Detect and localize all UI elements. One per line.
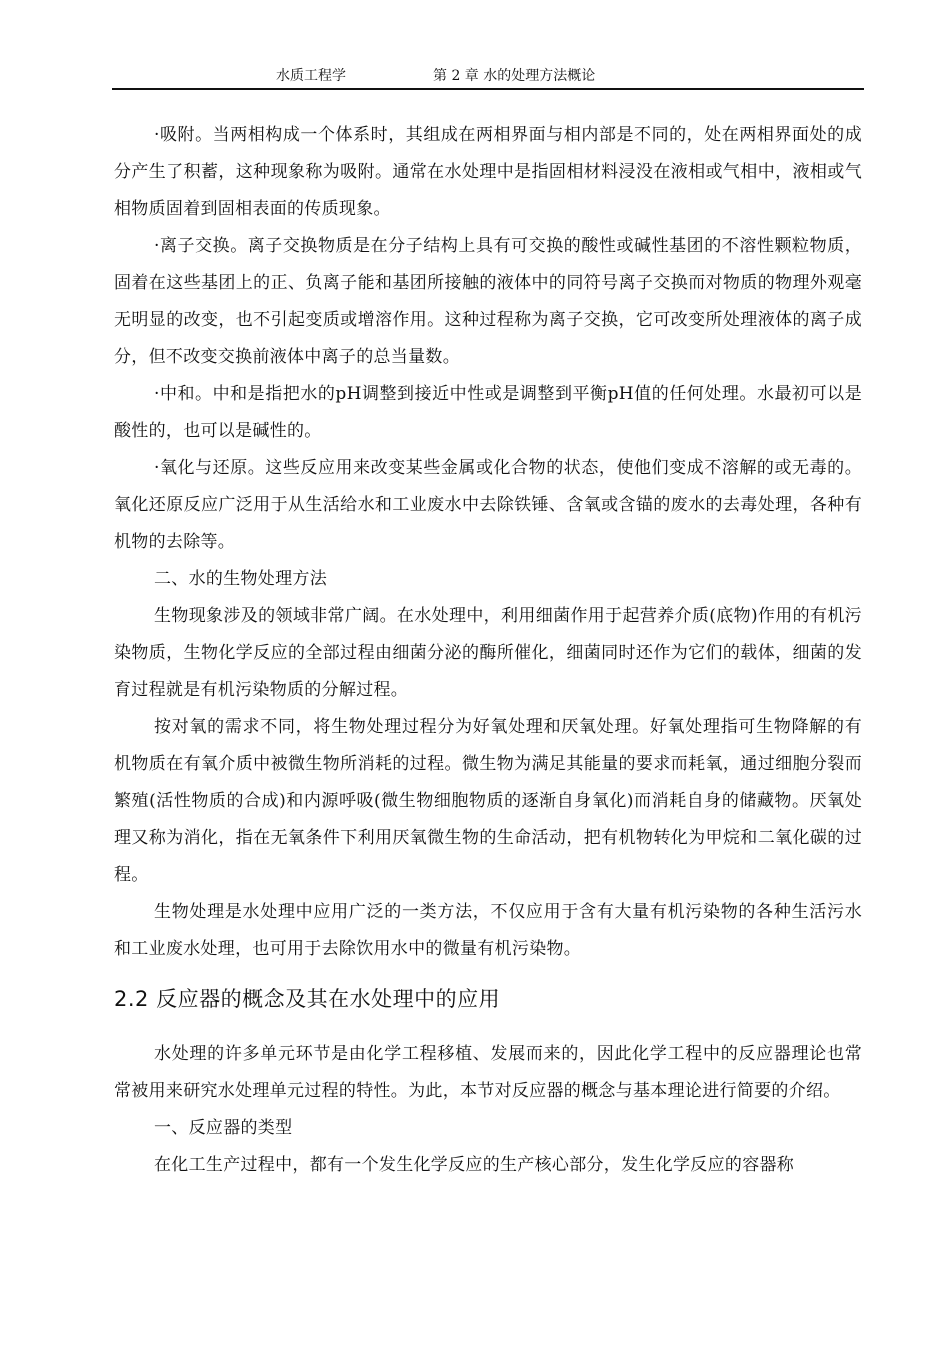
paragraph-biological-1: 生物现象涉及的领域非常广阔。在水处理中，利用细菌作用于起营养介质(底物)作用的有机污染物质，生物化学反应的全部过程由细菌分泌的酶所催化，细菌同时还作为它们的载体，细菌的发育过程就是有机污染物质的分解过程。	[114, 606, 862, 700]
paragraph-biological-2: 按对氧的需求不同，将生物处理过程分为好氧处理和厌氧处理。好氧处理指可生物降解的有机物质在有氧介质中被微生物所消耗的过程。微生物为满足其能量的要求而耗氧，通过细胞分裂而繁殖(活性物质的合成)和内源呼吸(微生物细胞物质的逐渐自身氧化)而消耗自身的储藏物。厌氧处理又称为消化，指在无氧条件下利用厌氧微生物的生命活动，把有机物转化为甲烷和二氧化碳的过程。	[114, 717, 862, 885]
paragraph-ion-exchange: ·离子交换。离子交换物质是在分子结构上具有可交换的酸性或碱性基团的不溶性颗粒物质，固着在这些基团上的正、负离子能和基团所接触的液体中的同符号离子交换而对物质的物理外观毫无明显的改变，也不引起变质或增溶作用。这种过程称为离子交换，它可改变所处理液体的离子成分，但不改变交换前液体中离子的总当量数。	[114, 236, 862, 367]
header-chapter-title: 第 2 章 水的处理方法概论	[433, 68, 596, 84]
paragraph-reactor-intro: 水处理的许多单元环节是由化学工程移植、发展而来的，因此化学工程中的反应器理论也常常被用来研究水处理单元过程的特性。为此，本节对反应器的概念与基本理论进行简要的介绍。	[114, 1044, 862, 1101]
header-book-title: 水质工程学	[276, 68, 346, 84]
body-text	[114, 117, 862, 1184]
paragraph-reactor-types: 在化工生产过程中，都有一个发生化学反应的生产核心部分，发生化学反应的容器称	[154, 1155, 795, 1175]
header-rule	[112, 88, 864, 90]
running-header	[112, 66, 864, 88]
paragraph-redox: ·氧化与还原。这些反应用来改变某些金属或化合物的状态，使他们变成不溶解的或无毒的。氧化还原反应广泛用于从生活给水和工业废水中去除铁锤、含氧或含锚的废水的去毒处理，各种有机物的去除等。	[114, 458, 862, 552]
subheading-biological-treatment: 二、水的生物处理方法	[154, 569, 327, 589]
subheading-reactor-types: 一、反应器的类型	[154, 1118, 293, 1138]
paragraph-neutralization: ·中和。中和是指把水的pH调整到接近中性或是调整到平衡pH值的任何处理。水最初可以是酸性的，也可以是碱性的。	[114, 384, 862, 441]
section-heading-2-2: 2.2 反应器的概念及其在水处理中的应用	[114, 987, 501, 1011]
paragraph-adsorption: ·吸附。当两相构成一个体系时，其组成在两相界面与相内部是不同的，处在两相界面处的成分产生了积蓄，这种现象称为吸附。通常在水处理中是指固相材料浸没在液相或气相中，液相或气相物质固着到固相表面的传质现象。	[114, 125, 862, 219]
paragraph-biological-3: 生物处理是水处理中应用广泛的一类方法，不仅应用于含有大量有机污染物的各种生活污水和工业废水处理，也可用于去除饮用水中的微量有机污染物。	[114, 902, 862, 959]
